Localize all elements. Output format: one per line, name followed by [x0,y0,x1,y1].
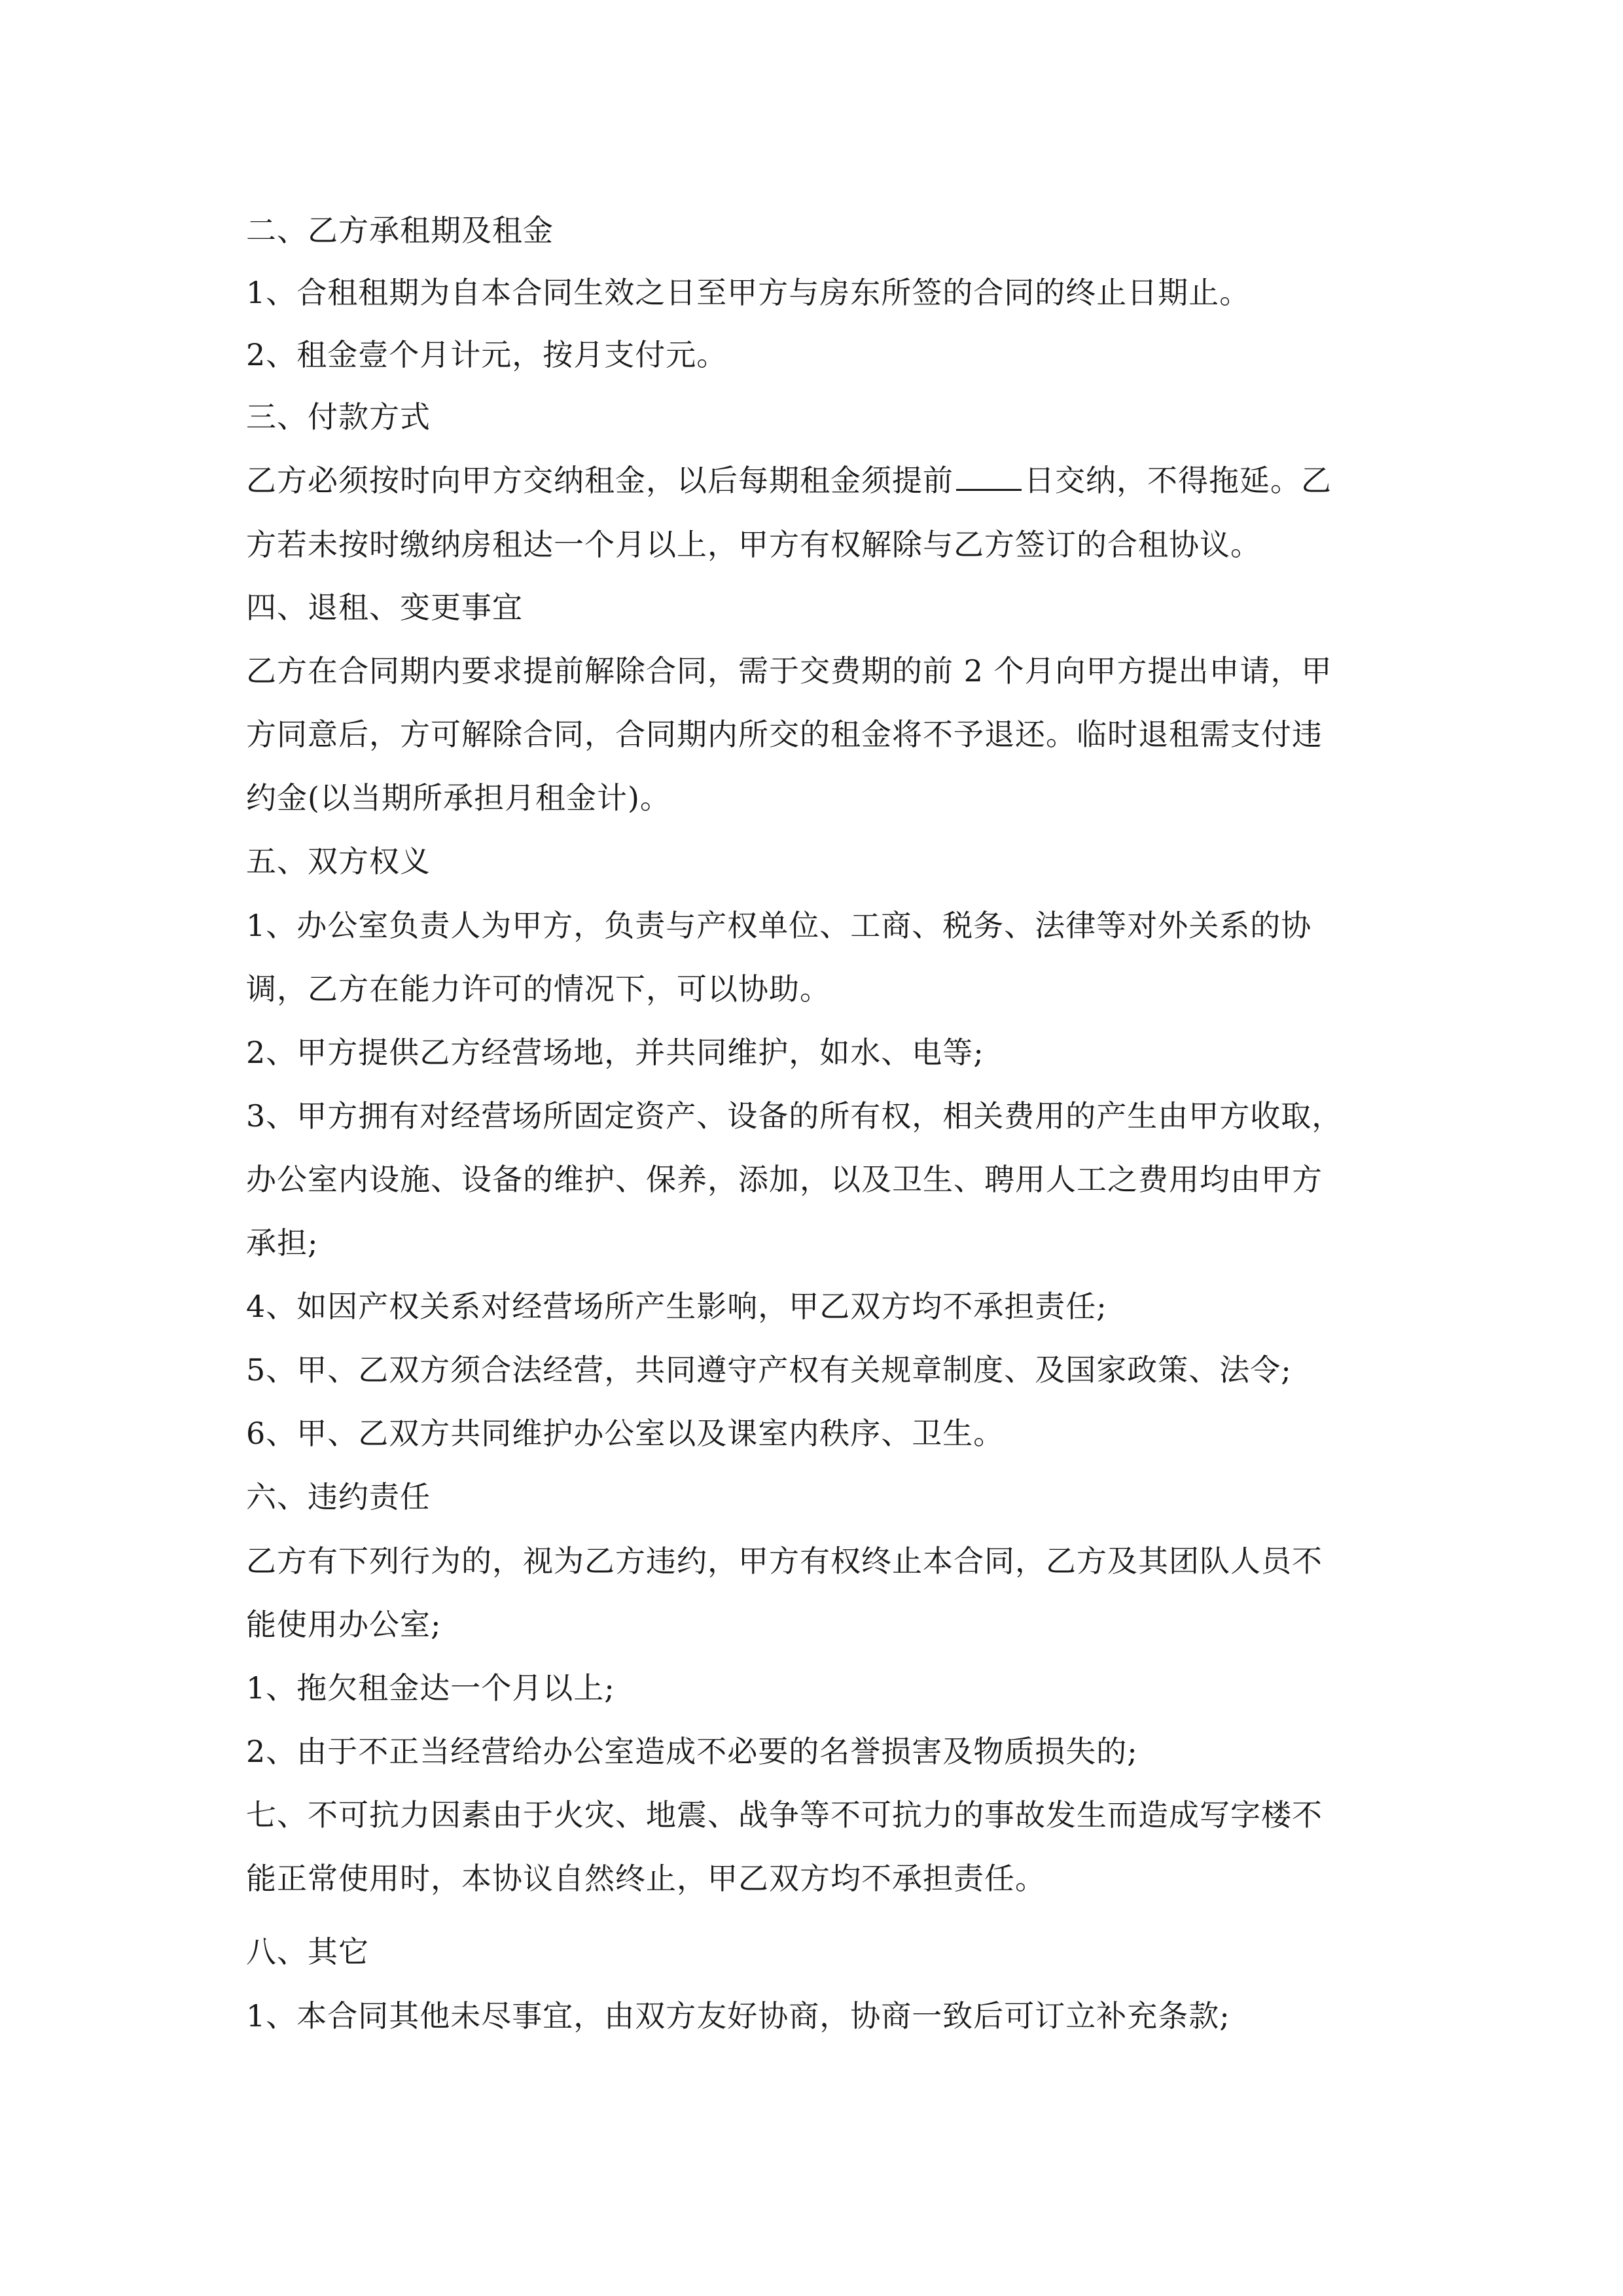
section-force-majeure-line-2: 能正常使用时，本协议自然终止，甲乙双方均不承担责任。 [246,1861,1046,1896]
paragraph-termination-line-1: 乙方在合同期内要求提前解除合同，需于交费期的前 2 个月向甲方提出申请，甲 [246,653,1332,689]
paragraph-payment-line-2: 方若未按时缴纳房租达一个月以上，甲方有权解除与乙方签订的合租协议。 [246,527,1261,562]
section-heading-payment: 三、付款方式 [246,399,431,435]
section-heading-other: 八、其它 [246,1934,369,1969]
payment-text-before-blank: 乙方必须按时向甲方交纳租金，以后每期租金须提前 [246,463,954,498]
clause-rent-amount: 2、租金壹个月计元，按月支付元。 [246,337,728,372]
clause-lease-period: 1、合租租期为自本合同生效之日至甲方与房东所签的合同的终止日期止。 [246,275,1251,310]
section-force-majeure-line-1: 七、不可抗力因素由于火灾、地震、战争等不可抗力的事故发生而造成写字楼不 [246,1797,1323,1833]
clause-rights-3-line-2: 办公室内设施、设备的维护、保养，添加，以及卫生、聘用人工之费用均由甲方 [246,1162,1323,1197]
clause-rights-4: 4、如因产权关系对经营场所产生影响，甲乙双方均不承担责任; [246,1289,1107,1324]
paragraph-breach-line-1: 乙方有下列行为的，视为乙方违约，甲方有权终止本合同，乙方及其团队人员不 [246,1543,1323,1579]
paragraph-breach-line-2: 能使用办公室; [246,1607,442,1642]
paragraph-termination-line-3: 约金(以当期所承担月租金计)。 [246,780,671,816]
section-heading-termination: 四、退租、变更事宜 [246,590,523,625]
clause-breach-2: 2、由于不正当经营给办公室造成不必要的名誉损害及物质损失的; [246,1734,1138,1769]
clause-rights-6: 6、甲、乙双方共同维护办公室以及课室内秩序、卫生。 [246,1416,1005,1451]
clause-breach-1: 1、拖欠租金达一个月以上; [246,1670,615,1706]
payment-text-after-blank: 日交纳，不得拖延。乙 [1024,463,1332,498]
clause-rights-1-line-2: 调，乙方在能力许可的情况下，可以协助。 [246,971,830,1007]
blank-days-field [956,463,1022,491]
paragraph-payment-line-1 [246,461,1332,500]
clause-other-1: 1、本合同其他未尽事宜，由双方友好协商，协商一致后可订立补充条款; [246,1998,1230,2034]
clause-rights-3-line-1: 3、甲方拥有对经营场所固定资产、设备的所有权，相关费用的产生由甲方收取， [246,1098,1343,1134]
section-heading-breach: 六、违约责任 [246,1479,431,1515]
section-heading-rights: 五、双方权义 [246,844,431,879]
section-heading-lease-term: 二、乙方承租期及租金 [246,213,554,248]
clause-rights-5: 5、甲、乙双方须合法经营，共同遵守产权有关规章制度、及国家政策、法令; [246,1352,1292,1388]
clause-rights-2: 2、甲方提供乙方经营场地，并共同维护，如水、电等; [246,1035,984,1070]
clause-rights-1-line-1: 1、办公室负责人为甲方，负责与产权单位、工商、税务、法律等对外关系的协 [246,908,1312,943]
paragraph-termination-line-2: 方同意后，方可解除合同，合同期内所交的租金将不予退还。临时退租需支付违 [246,717,1323,752]
clause-rights-3-line-3: 承担; [246,1225,319,1261]
